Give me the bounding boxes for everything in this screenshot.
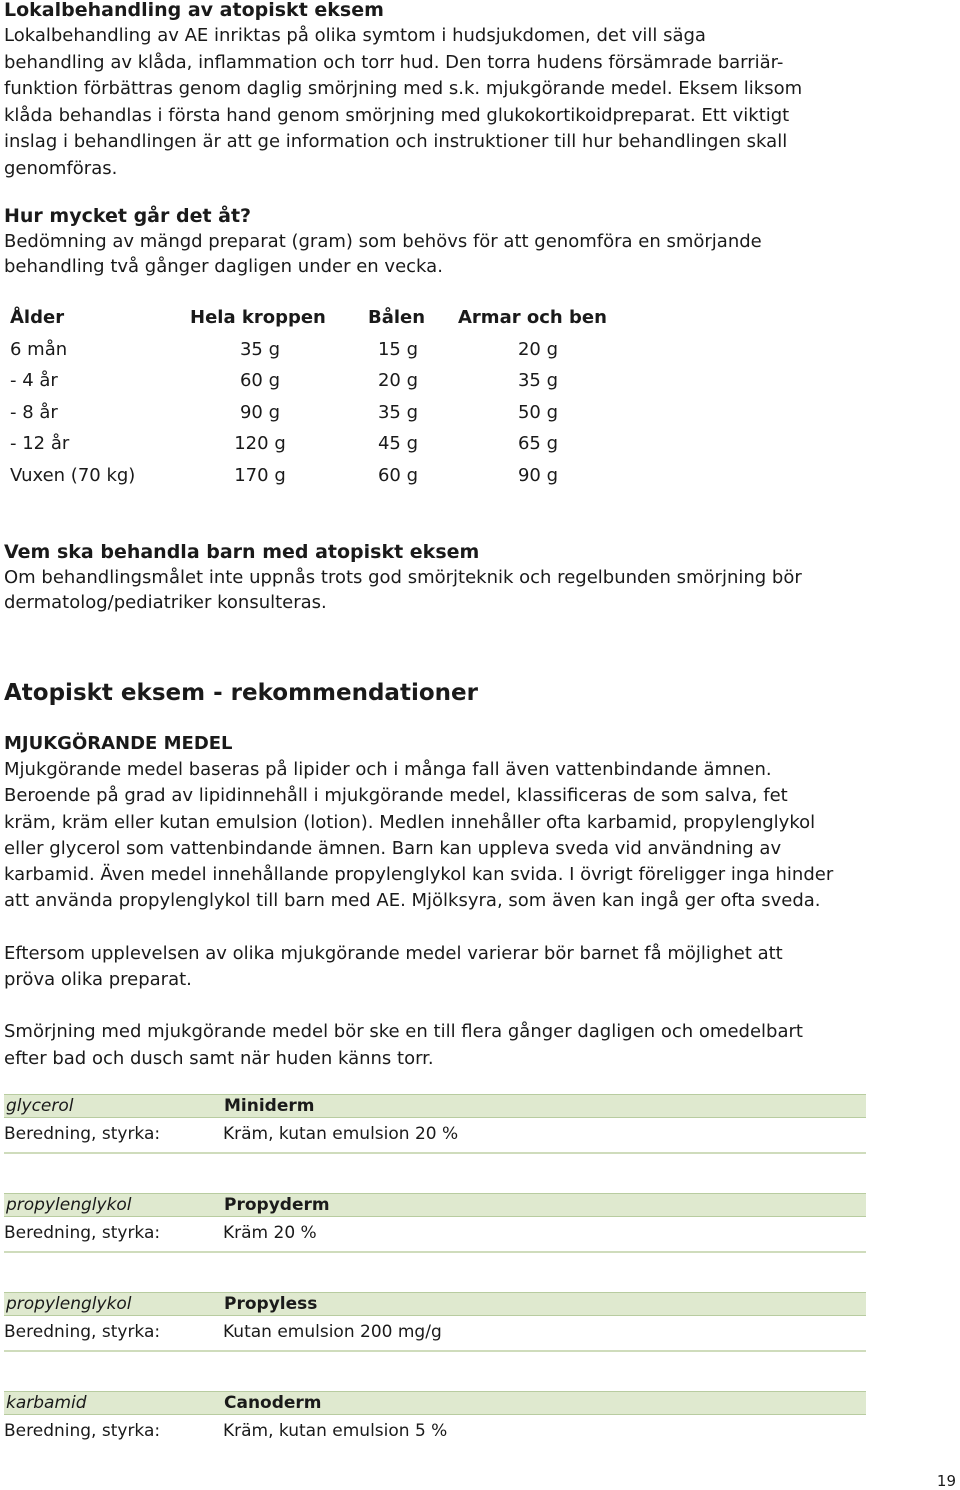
paragraph-line: behandling två gånger dagligen under en vecka. bbox=[4, 256, 443, 277]
divider bbox=[4, 1251, 866, 1253]
paragraph-line: karbamid. Även medel innehållande propylenglykol kan svida. I övrigt föreligger inga hinder bbox=[4, 864, 834, 886]
paragraph-line: eller glycerol som vattenbindande ämnen. Barn kan uppleva sveda vid användning av bbox=[4, 837, 782, 859]
paragraph-line: Beroende på grad av lipidinnehåll i mjukgörande medel, klassificeras de som salva, fet bbox=[4, 785, 788, 807]
cell-arms-legs: 20 g bbox=[517, 338, 559, 360]
product-substance: propylenglykol bbox=[6, 1195, 132, 1215]
section-how-much bbox=[4, 203, 944, 279]
divider bbox=[4, 1350, 866, 1352]
product-name: Canoderm bbox=[224, 1393, 322, 1413]
product-detail-label: Beredning, styrka: bbox=[4, 1322, 161, 1342]
product-detail-value: Kräm 20 % bbox=[223, 1223, 317, 1243]
cell-age: - 8 år bbox=[10, 401, 58, 423]
product-detail-label: Beredning, styrka: bbox=[4, 1124, 161, 1144]
product-name: Propyless bbox=[224, 1294, 318, 1314]
cell-arms-legs: 50 g bbox=[517, 401, 559, 423]
cell-whole-body: 90 g bbox=[239, 401, 281, 423]
paragraph-line: Om behandlingsmålet inte uppnås trots god smörjteknik och regelbunden smörjning bör bbox=[4, 567, 802, 588]
product-entry bbox=[4, 1193, 866, 1253]
header-whole-body: Hela kroppen bbox=[190, 307, 326, 328]
product-entry bbox=[4, 1094, 866, 1154]
paragraph-line: Bedömning av mängd preparat (gram) som behövs för att genomföra en smörjande bbox=[4, 231, 762, 252]
product-substance: propylenglykol bbox=[6, 1294, 132, 1314]
product-substance: glycerol bbox=[6, 1096, 74, 1116]
cell-age: - 4 år bbox=[10, 370, 58, 391]
cell-whole-body: 60 g bbox=[239, 370, 281, 391]
cell-arms-legs: 35 g bbox=[517, 370, 559, 391]
section-who-treats bbox=[4, 539, 944, 615]
cell-trunk: 45 g bbox=[377, 433, 419, 454]
cell-trunk: 20 g bbox=[377, 370, 419, 391]
section-emollients bbox=[4, 731, 904, 1072]
cell-whole-body: 120 g bbox=[234, 433, 286, 454]
cell-trunk: 60 g bbox=[377, 464, 419, 486]
product-name: Miniderm bbox=[224, 1096, 315, 1116]
paragraph-line: inslag i behandlingen är att ge information och instruktioner till hur behandlingen skall bbox=[4, 131, 788, 152]
paragraph-line: behandling av klåda, inflammation och torr hud. Den torra hudens försämrade barriär- bbox=[4, 51, 784, 73]
product-detail-row bbox=[4, 1217, 866, 1247]
header-arms-legs: Armar och ben bbox=[458, 307, 607, 328]
paragraph-line: funktion förbättras genom daglig smörjning med s.k. mjukgörande medel. Eksem liksom bbox=[4, 78, 803, 99]
product-detail-value: Kräm, kutan emulsion 20 % bbox=[223, 1124, 459, 1144]
cell-age: - 12 år bbox=[10, 433, 70, 454]
paragraph-line: efter bad och dusch samt när huden känns torr. bbox=[4, 1047, 434, 1069]
divider bbox=[4, 1152, 866, 1154]
product-detail-value: Kutan emulsion 200 mg/g bbox=[223, 1322, 442, 1342]
cell-whole-body: 35 g bbox=[239, 338, 281, 360]
paragraph-line: kräm, kräm eller kutan emulsion (lotion). Medlen innehåller ofta karbamid, propylenglykol bbox=[4, 811, 816, 833]
product-header-bar bbox=[4, 1391, 866, 1415]
cell-arms-legs: 65 g bbox=[517, 433, 559, 454]
header-trunk: Bålen bbox=[368, 307, 426, 328]
product-detail-row bbox=[4, 1316, 866, 1346]
paragraph-line: Smörjning med mjukgörande medel bör ske en till flera gånger dagligen och omedelbart bbox=[4, 1021, 803, 1043]
cell-trunk: 15 g bbox=[377, 338, 419, 360]
cell-age: 6 mån bbox=[10, 338, 68, 360]
product-name: Propyderm bbox=[224, 1195, 330, 1215]
paragraph-line: genomföras. bbox=[4, 157, 118, 179]
product-detail-row bbox=[4, 1118, 866, 1148]
page-number: 19 bbox=[936, 1472, 956, 1490]
section-heading: MJUKGÖRANDE MEDEL bbox=[4, 733, 233, 754]
paragraph-line: Lokalbehandling av AE inriktas på olika symtom i hudsjukdomen, det vill säga bbox=[4, 25, 706, 46]
page-title: Atopiskt eksem - rekommendationer bbox=[4, 680, 478, 706]
paragraph-line: att använda propylenglykol till barn med AE. Mjölksyra, som även kan ingå ger ofta sveda. bbox=[4, 890, 821, 912]
paragraph-line: pröva olika preparat. bbox=[4, 969, 192, 991]
section-heading: Hur mycket går det åt? bbox=[4, 205, 252, 227]
section-local-treatment bbox=[4, 0, 944, 182]
product-header-bar bbox=[4, 1193, 866, 1217]
section-heading: Lokalbehandling av atopiskt eksem bbox=[4, 0, 384, 21]
product-detail-label: Beredning, styrka: bbox=[4, 1421, 161, 1441]
product-entry bbox=[4, 1292, 866, 1352]
product-entry bbox=[4, 1391, 866, 1445]
cell-age: Vuxen (70 kg) bbox=[10, 464, 136, 486]
paragraph-line: dermatolog/pediatriker konsulteras. bbox=[4, 592, 327, 613]
cell-arms-legs: 90 g bbox=[517, 464, 559, 486]
paragraph-line: klåda behandlas i första hand genom smörjning med glukokortikoidpreparat. Ett viktigt bbox=[4, 104, 790, 126]
header-age: Ålder bbox=[10, 307, 65, 328]
cell-trunk: 35 g bbox=[377, 401, 419, 423]
product-header-bar bbox=[4, 1094, 866, 1118]
product-detail-row bbox=[4, 1415, 866, 1445]
product-detail-value: Kräm, kutan emulsion 5 % bbox=[223, 1421, 448, 1441]
paragraph-line: Mjukgörande medel baseras på lipider och i många fall även vattenbindande ämnen. bbox=[4, 759, 772, 780]
section-heading: Vem ska behandla barn med atopiskt eksem bbox=[4, 541, 480, 563]
product-detail-label: Beredning, styrka: bbox=[4, 1223, 161, 1243]
cell-whole-body: 170 g bbox=[234, 464, 286, 486]
product-header-bar bbox=[4, 1292, 866, 1316]
paragraph-line: Eftersom upplevelsen av olika mjukgörande medel varierar bör barnet få möjlighet att bbox=[4, 942, 783, 964]
product-substance: karbamid bbox=[6, 1393, 87, 1413]
